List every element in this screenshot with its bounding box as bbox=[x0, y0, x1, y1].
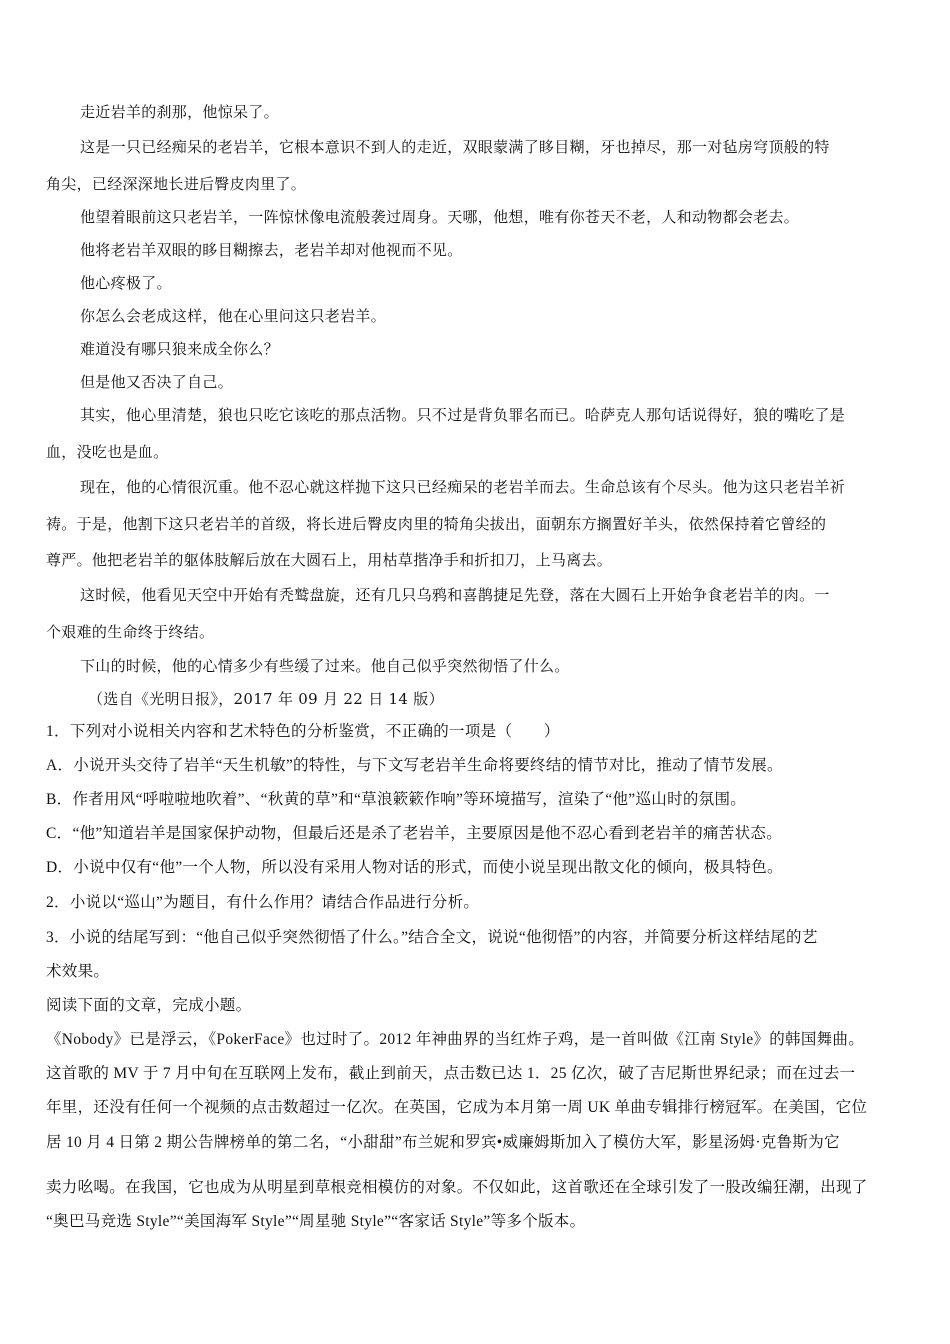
article-line: 卖力吆喝。在我国，它也成为从明星到草根竞相模仿的对象。不仅如此，这首歌还在全球引发了一股改编狂潮，出现了 bbox=[46, 1179, 868, 1196]
story-line: 但是他又否决了自己。 bbox=[80, 373, 234, 391]
story-line: 这是一只已经痴呆的老岩羊，它根本意识不到人的走近，双眼蒙满了眵目糊，牙也掉尽，那一对毡房穹顶般的特 bbox=[80, 138, 830, 156]
option-b: B．作者用风“呼啦啦地吹着”、“秋黄的草”和“草浪簌簌作响”等环境描写，渲染了“他”巡山时的氛围。 bbox=[46, 791, 747, 808]
story-line: 下山的时候，他的心情多少有些缓了过来。他自己似乎突然彻悟了什么。 bbox=[80, 657, 570, 675]
article-line: 居 10 月 4 日第 2 期公告牌榜单的第二名，“小甜甜”布兰妮和罗宾•威廉姆斯加入了模仿大军，影星汤姆·克鲁斯为它 bbox=[46, 1134, 840, 1151]
story-line: 角尖，已经深深地长进后臀皮肉里了。 bbox=[46, 175, 307, 193]
story-line: 走近岩羊的刹那，他惊呆了。 bbox=[80, 103, 279, 121]
reading-instruction: 阅读下面的文章，完成小题。 bbox=[46, 997, 252, 1014]
option-a: A．小说开头交待了岩羊“天生机敏”的特性，与下文写老岩羊生命将要终结的情节对比，推动了情节发展。 bbox=[46, 757, 783, 774]
story-line: 他将老岩羊双眼的眵目糊擦去，老岩羊却对他视而不见。 bbox=[80, 241, 463, 259]
story-source: （选自《光明日报》，2017 年 09 月 22 日 14 版） bbox=[88, 690, 444, 708]
option-c: C．“他”知道岩羊是国家保护动物，但最后还是杀了老岩羊，主要原因是他不忍心看到老岩羊的痛苦状态。 bbox=[46, 825, 783, 842]
story-line: 难道没有哪只狼来成全你么？ bbox=[80, 340, 279, 358]
question-1: 1．下列对小说相关内容和艺术特色的分析鉴赏，不正确的一项是（ ） bbox=[46, 723, 560, 740]
story-line: 现在，他的心情很沉重。他不忍心就这样抛下这只已经痴呆的老岩羊而去。生命总该有个尽头。他为这只老岩羊祈 bbox=[80, 478, 846, 496]
story-line: 其实，他心里清楚，狼也只吃它该吃的那点活物。只不过是背负罪名而已。哈萨克人那句话说得好，狼的嘴吃了是 bbox=[80, 406, 846, 424]
question-3: 3．小说的结尾写到：“他自己似乎突然彻悟了什么。”结合全文，说说“他彻悟”的内容，并简要分析这样结尾的艺 bbox=[46, 929, 818, 946]
story-line: 祷。于是，他割下这只老岩羊的首级，将长进后臀皮肉里的犄角尖拔出，面朝东方搁置好羊头，依然保持着它曾经的 bbox=[46, 515, 827, 533]
story-line: 你怎么会老成这样，他在心里问这只老岩羊。 bbox=[80, 307, 387, 325]
story-line: 血，没吃也是血。 bbox=[46, 443, 169, 461]
article-line: “奥巴马竞选 Style”“美国海军 Style”“周星驰 Style”“客家话 Style”等多个版本。 bbox=[46, 1213, 586, 1230]
article-line: 这首歌的 MV 于 7 月中旬在互联网上发布，截止到前天，点击数已达 1．25 亿次，破了吉尼斯世界纪录；而在过去一 bbox=[46, 1065, 856, 1082]
story-line: 他心疼极了。 bbox=[80, 274, 172, 292]
article-line: 年里，还没有任何一个视频的点击数超过一亿次。在英国，它成为本月第一周 UK 单曲专辑排行榜冠军。在美国，它位 bbox=[46, 1099, 868, 1116]
option-d: D．小说中仅有“他”一个人物，所以没有采用人物对话的形式，而使小说呈现出散文化的倾向，极具特色。 bbox=[46, 859, 783, 876]
question-3-cont: 术效果。 bbox=[46, 963, 110, 980]
story-line: 这时候，他看见天空中开始有秃鹫盘旋，还有几只乌鸦和喜鹊捷足先登，落在大圆石上开始争食老岩羊的肉。一 bbox=[80, 586, 830, 604]
story-line: 他望着眼前这只老岩羊，一阵惊怵像电流般袭过周身。天哪，他想，唯有你苍天不老，人和动物都会老去。 bbox=[80, 208, 800, 226]
article-line: 《Nobody》已是浮云，《PokerFace》也过时了。2012 年神曲界的当红炸子鸡，是一首叫做《江南 Style》的韩国舞曲。 bbox=[46, 1031, 865, 1048]
question-2: 2．小说以“巡山”为题目，有什么作用？请结合作品进行分析。 bbox=[46, 894, 480, 911]
story-line: 个艰难的生命终于终结。 bbox=[46, 623, 215, 641]
story-line: 尊严。他把老岩羊的躯体肢解后放在大圆石上，用枯草揩净手和折扣刀，上马离去。 bbox=[46, 551, 613, 569]
